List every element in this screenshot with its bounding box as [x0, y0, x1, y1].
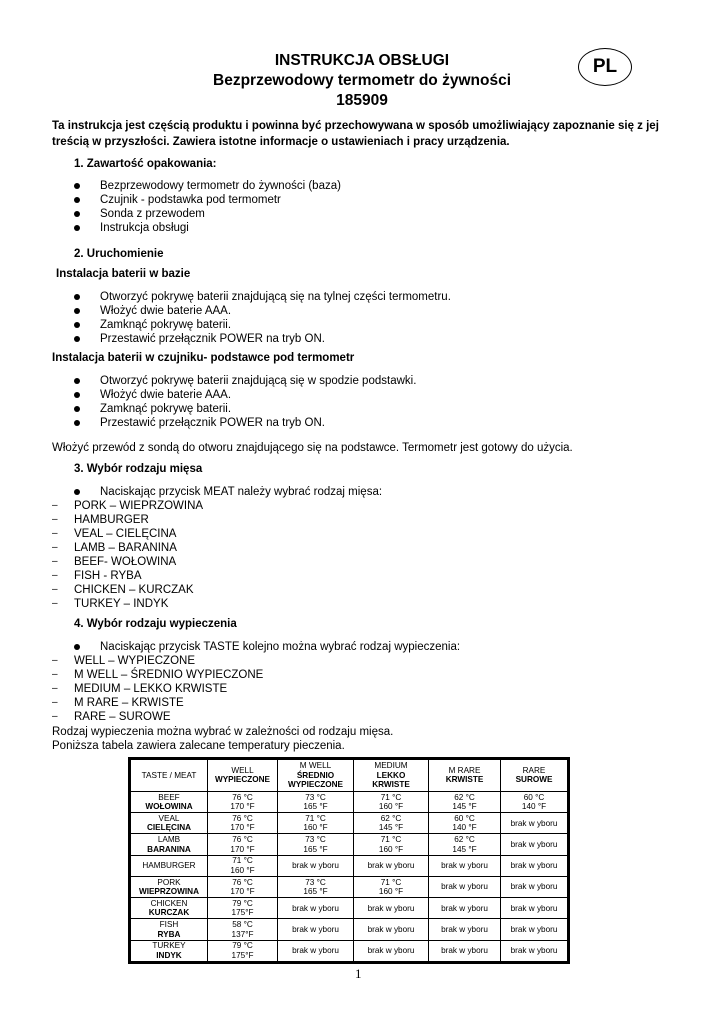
list-item: – WELL – WYPIECZONE — [52, 654, 263, 668]
list-item: Sonda z przewodem — [74, 207, 341, 221]
document-title: INSTRUKCJA OBSŁUGI — [274, 52, 450, 69]
list-item: – HAMBURGER — [52, 513, 203, 527]
list-item: Zamknąć pokrywę baterii. — [74, 318, 451, 332]
table-row — [131, 855, 568, 876]
row-header-cell: LAMB BARANINA — [131, 834, 208, 855]
table-row — [131, 919, 568, 940]
temperature-cell: brak w yboru — [501, 940, 568, 961]
temperature-cell: 71 °C 160 °F — [354, 876, 429, 897]
section-1-heading: 1. Zawartość opakowania: — [74, 158, 217, 170]
doneness-note: Rodzaj wypieczenia można wybrać w zależności od rodzaju mięsa. — [52, 726, 394, 738]
temperature-cell: 73 °C 165 °F — [278, 876, 354, 897]
table-row — [131, 898, 568, 919]
meat-types-list — [52, 499, 203, 611]
model-number: 185909 — [336, 92, 388, 109]
list-item: Przestawić przełącznik POWER na tryb ON. — [74, 416, 416, 430]
table-header-row — [131, 760, 568, 792]
row-header-cell: BEEF WOŁOWINA — [131, 791, 208, 812]
base-battery-subheading: Instalacja baterii w bazie — [56, 268, 191, 280]
sensor-battery-steps — [74, 374, 416, 430]
list-item: Otworzyć pokrywę baterii znajdującą się w spodzie podstawki. — [74, 374, 416, 388]
list-item: – VEAL – CIELĘCINA — [52, 527, 203, 541]
section-3-heading: 3. Wybór rodzaju mięsa — [74, 463, 203, 475]
temperature-cell: brak w yboru — [501, 855, 568, 876]
list-item: Bezprzewodowy termometr do żywności (baza) — [74, 179, 341, 193]
list-item: – PORK – WIEPRZOWINA — [52, 499, 203, 513]
table-intro: Poniższa tabela zawiera zalecane temperatury pieczenia. — [52, 740, 345, 752]
package-contents-list — [74, 179, 341, 235]
temperature-cell: 62 °C 145 °F — [429, 791, 501, 812]
temperature-cell: brak w yboru — [354, 919, 429, 940]
doneness-list — [52, 654, 263, 724]
row-header-cell: TURKEY INDYK — [131, 940, 208, 961]
temperature-cell: 71 °C 160 °F — [354, 834, 429, 855]
temperature-cell: brak w yboru — [429, 919, 501, 940]
list-item: – M WELL – ŚREDNIO WYPIECZONE — [52, 668, 263, 682]
temperature-cell: 62 °C 145 °F — [354, 813, 429, 834]
taste-instruction — [74, 640, 460, 654]
temperature-cell: 58 °C 137°F — [208, 919, 278, 940]
temperature-table — [128, 757, 570, 964]
list-item: Naciskając przycisk TASTE kolejno można wybrać rodzaj wypieczenia: — [74, 640, 460, 654]
column-header: M RARE KRWISTE — [429, 760, 501, 792]
temperature-cell: brak w yboru — [429, 940, 501, 961]
table-row — [131, 876, 568, 897]
list-item: – M RARE – KRWISTE — [52, 696, 263, 710]
row-header-cell: FISH RYBA — [131, 919, 208, 940]
list-item: Otworzyć pokrywę baterii znajdującą się na tylnej części termometru. — [74, 290, 451, 304]
section-2-heading: 2. Uruchomienie — [74, 248, 164, 260]
table-row — [131, 791, 568, 812]
list-item: – MEDIUM – LEKKO KRWISTE — [52, 682, 263, 696]
list-item: – BEEF- WOŁOWINA — [52, 555, 203, 569]
row-header-cell: HAMBURGER — [131, 855, 208, 876]
temperature-cell: 62 °C 145 °F — [429, 834, 501, 855]
temperature-cell: brak w yboru — [278, 919, 354, 940]
list-item: Zamknąć pokrywę baterii. — [74, 402, 416, 416]
temperature-cell: 76 °C 170 °F — [208, 813, 278, 834]
temperature-cell: 60 °C 140 °F — [429, 813, 501, 834]
temperature-cell: brak w yboru — [354, 898, 429, 919]
temperature-cell: brak w yboru — [501, 919, 568, 940]
base-battery-steps — [74, 290, 451, 346]
temperature-cell: brak w yboru — [278, 940, 354, 961]
list-item: Czujnik - podstawka pod termometr — [74, 193, 341, 207]
temperature-cell: 76 °C 170 °F — [208, 791, 278, 812]
list-item: Włożyć dwie baterie AAA. — [74, 304, 451, 318]
sensor-battery-subheading: Instalacja baterii w czujniku- podstawce pod termometr — [52, 352, 355, 364]
meat-instruction — [74, 485, 382, 499]
temperature-cell: 79 °C 175°F — [208, 898, 278, 919]
temperature-cell: 73 °C 165 °F — [278, 791, 354, 812]
row-header-cell: VEAL CIELĘCINA — [131, 813, 208, 834]
temperature-cell: brak w yboru — [501, 834, 568, 855]
page-number: 1 — [355, 966, 362, 981]
temperature-cell: 71 °C 160 °F — [278, 813, 354, 834]
column-header: RARE SUROWE — [501, 760, 568, 792]
column-header: WELL WYPIECZONE — [208, 760, 278, 792]
list-item: – TURKEY – INDYK — [52, 597, 203, 611]
temperature-cell: brak w yboru — [501, 813, 568, 834]
temperature-cell: brak w yboru — [278, 855, 354, 876]
list-item: Naciskając przycisk MEAT należy wybrać rodzaj mięsa: — [74, 485, 382, 499]
table-row — [131, 834, 568, 855]
temperature-cell: brak w yboru — [501, 876, 568, 897]
intro-paragraph: Ta instrukcja jest częścią produktu i powinna być przechowywana w sposób umożliwiający zapoznanie się z jej treścią w przyszłości. Zawiera istotne informacje o ustawieniach i pracy urządzenia. — [52, 120, 659, 148]
list-item: Instrukcja obsługi — [74, 221, 341, 235]
temperature-cell: brak w yboru — [278, 898, 354, 919]
temperature-cell: brak w yboru — [354, 855, 429, 876]
list-item: – RARE – SUROWE — [52, 710, 263, 724]
temperature-cell: 60 °C 140 °F — [501, 791, 568, 812]
temperature-cell: 71 °C 160 °F — [354, 791, 429, 812]
temperature-cell: 76 °C 170 °F — [208, 834, 278, 855]
temperature-cell: 73 °C 165 °F — [278, 834, 354, 855]
table-corner-cell: TASTE / MEAT — [131, 760, 208, 792]
table-row — [131, 813, 568, 834]
temperature-cell: 79 °C 175°F — [208, 940, 278, 961]
list-item: Przestawić przełącznik POWER na tryb ON. — [74, 332, 451, 346]
temperature-cell: brak w yboru — [429, 898, 501, 919]
row-header-cell: PORK WIEPRZOWINA — [131, 876, 208, 897]
section-4-heading: 4. Wybór rodzaju wypieczenia — [74, 618, 237, 630]
temperature-cell: 71 °C 160 °F — [208, 855, 278, 876]
list-item: – LAMB – BARANINA — [52, 541, 203, 555]
language-badge: PL — [578, 48, 632, 86]
row-header-cell: CHICKEN KURCZAK — [131, 898, 208, 919]
temperature-cell: brak w yboru — [429, 855, 501, 876]
column-header: M WELL ŚREDNIO WYPIECZONE — [278, 760, 354, 792]
temperature-cell: brak w yboru — [501, 898, 568, 919]
temperature-cell: brak w yboru — [354, 940, 429, 961]
product-name: Bezprzewodowy termometr do żywności — [213, 72, 511, 89]
temperature-cell: 76 °C 170 °F — [208, 876, 278, 897]
list-item: Włożyć dwie baterie AAA. — [74, 388, 416, 402]
column-header: MEDIUM LEKKO KRWISTE — [354, 760, 429, 792]
list-item: – CHICKEN – KURCZAK — [52, 583, 203, 597]
temperature-cell: brak w yboru — [429, 876, 501, 897]
list-item: – FISH - RYBA — [52, 569, 203, 583]
probe-note: Włożyć przewód z sondą do otworu znajdującego się na podstawce. Termometr jest gotowy do użycia. — [52, 442, 573, 454]
table-row — [131, 940, 568, 961]
